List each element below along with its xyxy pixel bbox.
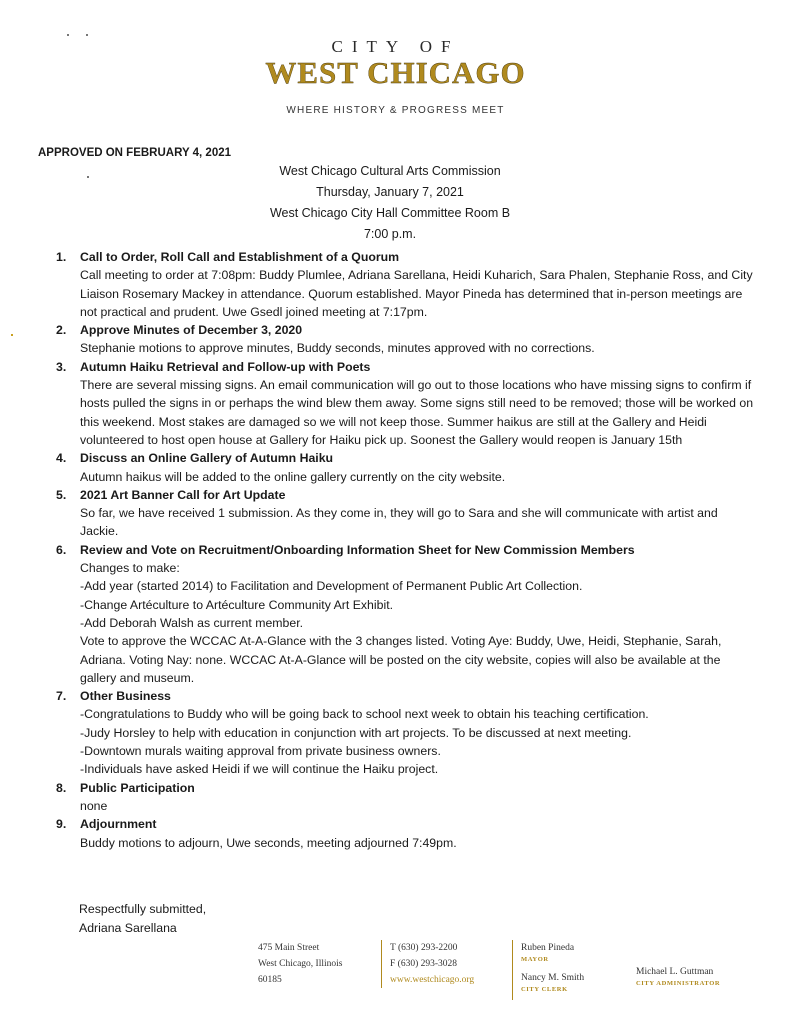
agenda-item (56, 687, 756, 778)
website-link[interactable]: www.westchicago.org (390, 975, 475, 985)
item-title: Discuss an Online Gallery of Autumn Haiku (80, 451, 334, 466)
item-text: -Downtown murals waiting approval from private business owners. (80, 744, 441, 759)
agenda-list (56, 248, 756, 852)
item-text: -Change Artéculture to Artéculture Community Art Exhibit. (80, 597, 394, 612)
scan-speck (86, 34, 88, 36)
item-text: -Judy Horsley to help with education in conjunction with art projects. To be discussed at next meeting. (80, 725, 632, 740)
item-number: 5. (56, 487, 67, 502)
item-text: none (80, 798, 108, 813)
meeting-time: 7:00 p.m. (363, 227, 417, 241)
item-text: Call meeting to order at 7:08pm: Buddy Plumlee, Adriana Sarellana, Heidi Kuharich, Sara Phalen, Stephanie Ross, and City Liaison Rosemary Mackey in attendance. Quorum established. Mayor Pineda has determined that in-person meetings are not practical and prudent. Uwe Gsedl joined meeting at 7:17pm. (80, 268, 753, 319)
admin-name: Michael L. Guttman (636, 967, 714, 977)
approval-note: APPROVED ON FEBRUARY 4, 2021 (38, 147, 232, 159)
item-number: 7. (56, 689, 67, 704)
item-text: Vote to approve the WCCAC At-A-Glance with the 3 changes listed. Voting Aye: Buddy, Uwe, Heidi, Stephanie, Sarah, Adriana. Voting Nay: none. WCCAC At-A-Glance will be posted on the city website, copies will also be available at the gallery and museum. (80, 634, 722, 685)
agenda-item (56, 486, 756, 541)
item-text: -Add year (started 2014) to Facilitation and Development of Permanent Public Art Collection. (80, 579, 583, 594)
clerk-role: CITY CLERK (521, 986, 568, 993)
logo-tagline: WHERE HISTORY & PROGRESS MEET (286, 105, 505, 116)
address-zip: 60185 (258, 975, 282, 985)
scan-speck (11, 334, 13, 336)
item-number: 1. (56, 250, 67, 264)
footer-contact (381, 940, 474, 988)
agenda-item (56, 779, 756, 816)
agenda-item (56, 449, 756, 486)
item-text: -Congratulations to Buddy who will be going back to school next week to obtain his teaching certification. (80, 707, 649, 722)
closing-signature (79, 900, 206, 938)
item-text: -Add Deborah Walsh as current member. (80, 615, 304, 630)
item-text: Autumn haikus will be added to the online gallery currently on the city website. (80, 469, 506, 484)
phone-number: T (630) 293-2200 (390, 943, 458, 953)
signer-name: Adriana Sarellana (79, 921, 177, 935)
agenda-item (56, 815, 756, 852)
agenda-item (56, 541, 756, 687)
item-title: 2021 Art Banner Call for Art Update (80, 487, 286, 502)
scan-speck (87, 176, 89, 178)
agenda-item (56, 248, 756, 321)
item-title: Review and Vote on Recruitment/Onboarding Information Sheet for New Commission Members (80, 542, 635, 557)
agenda-item (56, 358, 756, 449)
item-number: 9. (56, 817, 67, 832)
item-text: Buddy motions to adjourn, Uwe seconds, meeting adjourned 7:49pm. (80, 835, 457, 850)
item-number: 3. (56, 359, 67, 374)
meeting-header (200, 161, 580, 245)
commission-name: West Chicago Cultural Arts Commission (279, 164, 501, 178)
item-number: 8. (56, 780, 67, 795)
item-text: -Individuals have asked Heidi if we will continue the Haiku project. (80, 762, 439, 777)
item-number: 4. (56, 451, 67, 466)
fax-number: F (630) 293-3028 (390, 959, 458, 969)
mayor-name: Ruben Pineda (521, 943, 575, 953)
footer-address (258, 940, 342, 988)
item-title: Autumn Haiku Retrieval and Follow-up with Poets (80, 359, 371, 374)
item-title: Adjournment (80, 817, 157, 832)
footer-administrator (636, 964, 720, 994)
address-city: West Chicago, Illinois (258, 959, 343, 969)
logo-city-of: CITY OF (331, 37, 460, 56)
item-text: Stephanie motions to approve minutes, Buddy seconds, minutes approved with no corrections. (80, 341, 595, 356)
item-text: So far, we have received 1 submission. As they come in, they will go to Sara and she will communicate with artist and Jackie. (80, 506, 718, 539)
item-title: Approve Minutes of December 3, 2020 (80, 323, 303, 338)
scan-speck (67, 34, 69, 36)
meeting-location: West Chicago City Hall Committee Room B (269, 206, 511, 220)
logo-city-name: WEST CHICAGO (265, 55, 526, 90)
item-number: 6. (56, 542, 67, 557)
closing-line: Respectfully submitted, (79, 902, 207, 916)
item-title: Other Business (80, 689, 171, 704)
agenda-item (56, 321, 756, 358)
footer-officials (512, 940, 584, 1000)
clerk-name: Nancy M. Smith (521, 973, 585, 983)
item-text: Changes to make: (80, 561, 180, 576)
meeting-date: Thursday, January 7, 2021 (316, 185, 464, 199)
mayor-role: MAYOR (521, 956, 549, 963)
letterhead-logo (0, 38, 791, 116)
item-text: There are several missing signs. An email communication will go out to those locations who have missing signs to confirm if hosts pulled the signs in or perhaps the wind blew them away. Some signs still need to be removed; those will be worked on this weekend. Most stakes are damaged so we will not keep those. Summer haikus are still at the Gallery and Heidi volunteered to host open house at Gallery for Haiku pick up. Soonest the Gallery would reopen is January 15th (80, 378, 754, 447)
address-street: 475 Main Street (258, 943, 320, 953)
item-number: 2. (56, 323, 67, 338)
item-title: Public Participation (80, 780, 195, 795)
item-title: Call to Order, Roll Call and Establishment of a Quorum (80, 250, 400, 264)
admin-role: CITY ADMINISTRATOR (636, 980, 721, 987)
